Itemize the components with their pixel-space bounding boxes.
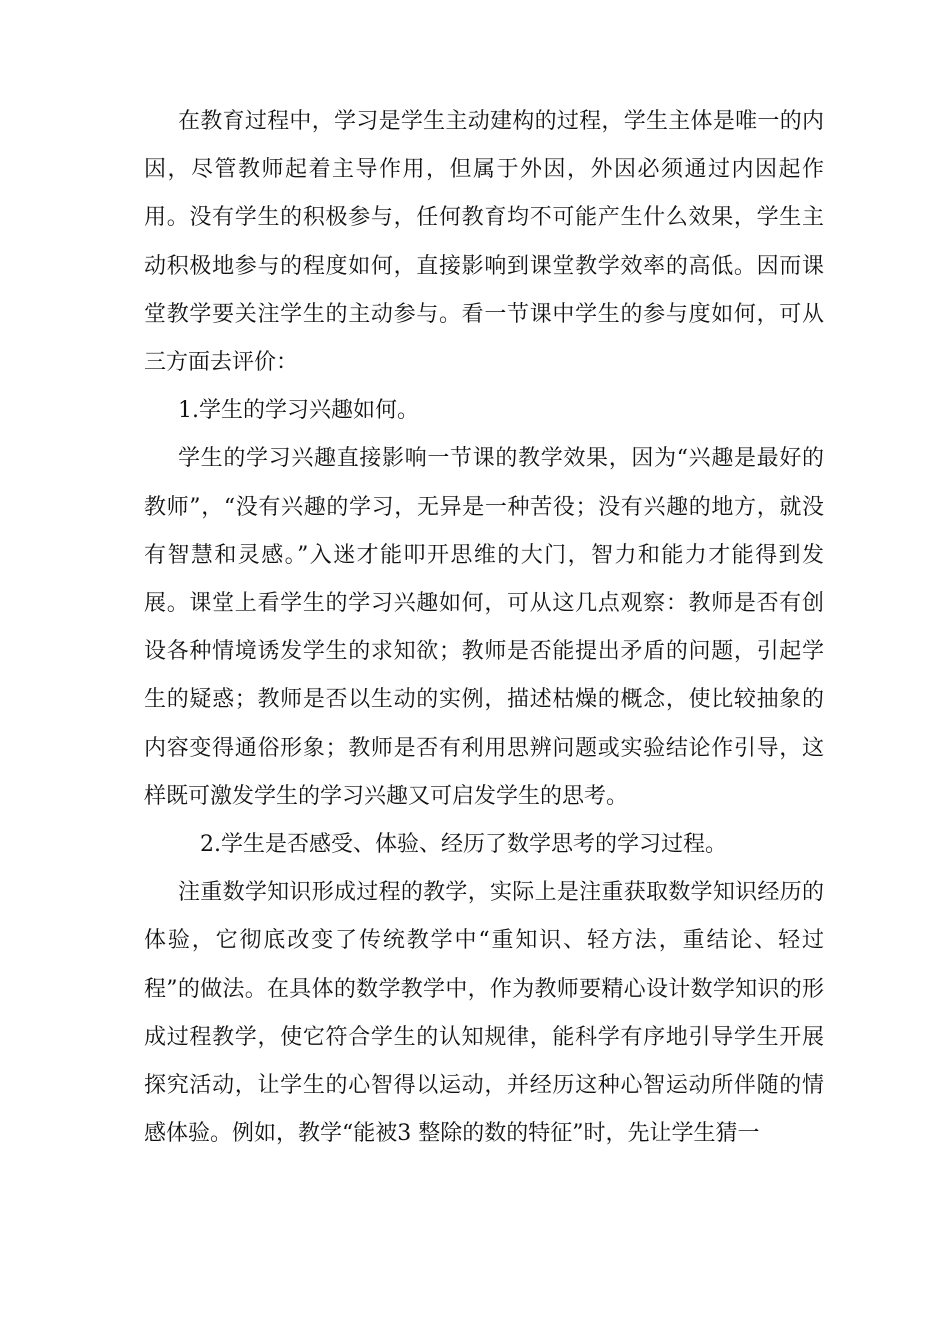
section-heading-2: 2.学生是否感受、体验、经历了数学思考的学习过程。: [200, 832, 727, 858]
section-heading-1: 1.学生的学习兴趣如何。: [178, 398, 419, 424]
document-body: [144, 98, 824, 1158]
paragraph-process: 注重数学知识形成过程的教学，实际上是注重获取数学知识经历的体验，它彻底改变了传统教学中“重知识、轻方法，重结论、轻过程”的做法。在具体的数学教学中，作为教师要精心设计数学知识的形成过程教学，使它符合学生的认知规律，能科学有序地引导学生开展探究活动，让学生的心智得以运动，并经历这种心智运动所伴随的情感体验。例如，教学“能被3 整除的数的特征”时，先让学生猜一: [144, 880, 824, 1147]
paragraph-intro: 在教育过程中，学习是学生主动建构的过程，学生主体是唯一的内因，尽管教师起着主导作用，但属于外因，外因必须通过内因起作用。没有学生的积极参与，任何教育均不可能产生什么效果，学生主动积极地参与的程度如何，直接影响到课堂教学效率的高低。因而课堂教学要关注学生的主动参与。看一节课中学生的参与度如何，可从三方面去评价：: [144, 109, 824, 376]
paragraph-interest: 学生的学习兴趣直接影响一节课的教学效果，因为“兴趣是最好的教师”，“没有兴趣的学习，无异是一种苦役；没有兴趣的地方，就没有智慧和灵感。”入迷才能叩开思维的大门，智力和能力才能得到发展。课堂上看学生的学习兴趣如何，可从这几点观察：教师是否有创设各种情境诱发学生的求知欲；教师是否能提出矛盾的问题，引起学生的疑惑；教师是否以生动的实例，描述枯燥的概念，使比较抽象的内容变得通俗形象；教师是否有利用思辨问题或实验结论作引导，这样既可激发学生的学习兴趣又可启发学生的思考。: [144, 446, 824, 809]
